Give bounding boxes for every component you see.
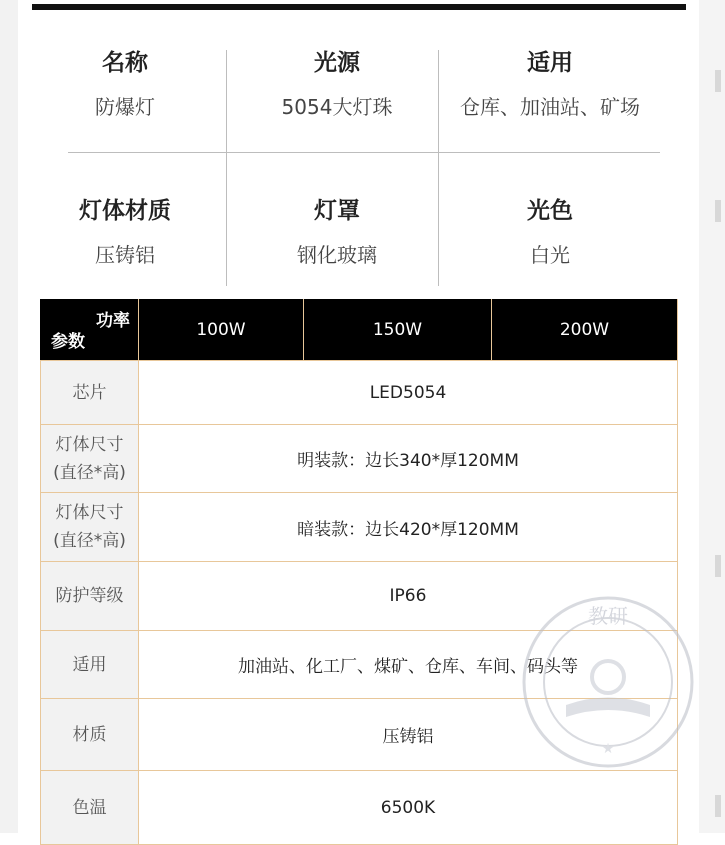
row-value: 加油站、化工厂、煤矿、仓库、车间、码头等 <box>139 631 678 699</box>
spec-cell-name <box>18 44 232 120</box>
spec-label: 适用 <box>527 50 573 76</box>
row-label: 防护等级 <box>41 562 139 631</box>
row-value: 暗装款：边长420*厚120MM <box>139 493 678 562</box>
row-value: IP66 <box>139 562 678 631</box>
spec-value: 防爆灯 <box>95 95 155 119</box>
spec-label: 灯体材质 <box>79 198 171 224</box>
spec-label: 光源 <box>314 50 360 76</box>
row-label: 灯体尺寸 (直径*高) <box>41 493 139 562</box>
spec-cell-application <box>443 44 657 120</box>
spec-value: 5054大灯珠 <box>281 95 393 119</box>
edge-mark <box>715 555 721 577</box>
table-header-row <box>41 300 678 361</box>
row-label: 灯体尺寸 (直径*高) <box>41 425 139 493</box>
spec-cell-lampshade <box>230 192 444 268</box>
spec-label: 光色 <box>527 198 573 224</box>
spec-cell-body-material <box>18 192 232 268</box>
row-value: LED5054 <box>139 361 678 425</box>
spec-cell-light-color <box>443 192 657 268</box>
row-label: 芯片 <box>41 361 139 425</box>
row-label: 材质 <box>41 699 139 771</box>
corner-header-power: 功率 <box>96 311 130 331</box>
corner-header <box>41 300 139 361</box>
spec-value: 钢化玻璃 <box>297 243 377 267</box>
watermark-stamp <box>521 595 695 769</box>
table-row <box>41 771 678 845</box>
top-divider-bar <box>32 4 686 10</box>
edge-mark <box>715 795 721 817</box>
spec-value: 压铸铝 <box>95 243 155 267</box>
right-margin-band <box>699 0 725 833</box>
column-header: 150W <box>304 300 492 361</box>
row-value: 压铸铝 <box>139 699 678 771</box>
row-value: 6500K <box>139 771 678 845</box>
column-header: 100W <box>139 300 304 361</box>
spec-cell-light-source <box>230 44 444 120</box>
row-label: 色温 <box>41 771 139 845</box>
table-row <box>41 361 678 425</box>
corner-header-params: 参数 <box>51 332 85 352</box>
row-value: 明装款：边长340*厚120MM <box>139 425 678 493</box>
edge-mark <box>715 70 721 92</box>
table-row <box>41 493 678 562</box>
spec-label: 灯罩 <box>314 198 360 224</box>
spec-value: 仓库、加油站、矿场 <box>460 95 640 119</box>
spec-grid <box>18 24 699 284</box>
left-margin-band <box>0 0 18 833</box>
spec-divider-horizontal <box>68 152 660 153</box>
watermark-text: 教研 <box>588 604 628 628</box>
column-header: 200W <box>492 300 678 361</box>
svg-text:★: ★ <box>601 741 615 757</box>
edge-mark <box>715 200 721 222</box>
row-label: 适用 <box>41 631 139 699</box>
spec-value: 白光 <box>530 243 570 267</box>
table-row <box>41 425 678 493</box>
spec-label: 名称 <box>102 50 148 76</box>
